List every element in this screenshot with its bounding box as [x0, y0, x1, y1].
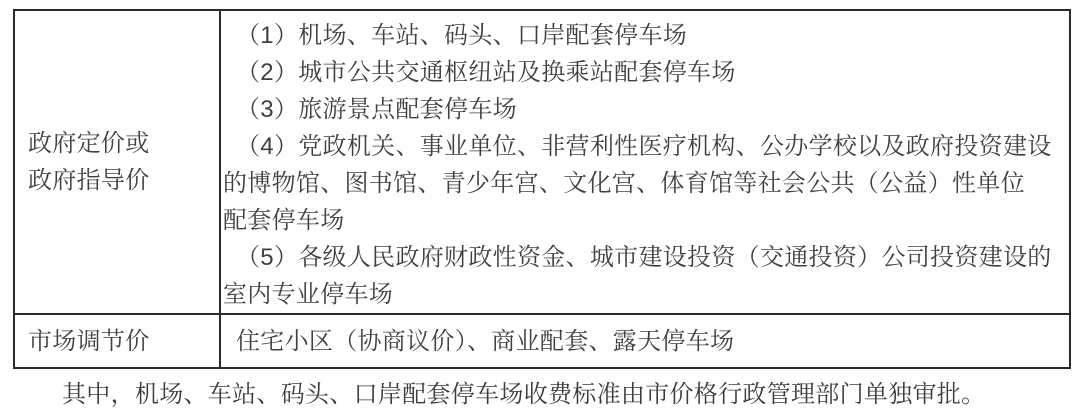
category-cell-government-pricing	[15, 11, 221, 313]
item-line: 室内专业停车场	[223, 281, 394, 308]
table-row-government-pricing	[15, 11, 1069, 315]
item-line: （5）各级人民政府财政性资金、城市建设投资（交通投资）公司投资建设的	[236, 244, 1052, 271]
items-cell-market-pricing	[221, 315, 1069, 367]
item-line: 住宅小区（协商议价）、商业配套、露天停车场	[236, 327, 735, 355]
footnote: 其中，机场、车站、码头、口岸配套停车场收费标准由市价格行政管理部门单独审批。	[62, 381, 986, 408]
category-label-line: 政府指导价	[28, 167, 150, 194]
pricing-table	[13, 9, 1071, 369]
items-cell-government-pricing	[221, 11, 1069, 313]
category-label-line: 政府定价或	[28, 130, 150, 157]
table-row-market-pricing	[15, 315, 1069, 367]
category-cell-market-pricing	[15, 315, 221, 367]
item-line: 配套停车场	[223, 207, 345, 234]
category-label-line: 市场调节价	[28, 327, 150, 355]
item-line: （1）机场、车站、码头、口岸配套停车场	[236, 22, 688, 49]
item-line: （3）旅游景点配套停车场	[236, 96, 517, 123]
item-line: （4）党政机关、事业单位、非营利性医疗机构、公办学校以及政府投资建设	[236, 133, 1052, 160]
item-line: （2）城市公共交通枢纽站及换乘站配套停车场	[236, 59, 736, 86]
item-line: 的博物馆、图书馆、青少年宫、文化宫、体育馆等社会公共（公益）性单位	[223, 170, 1025, 197]
